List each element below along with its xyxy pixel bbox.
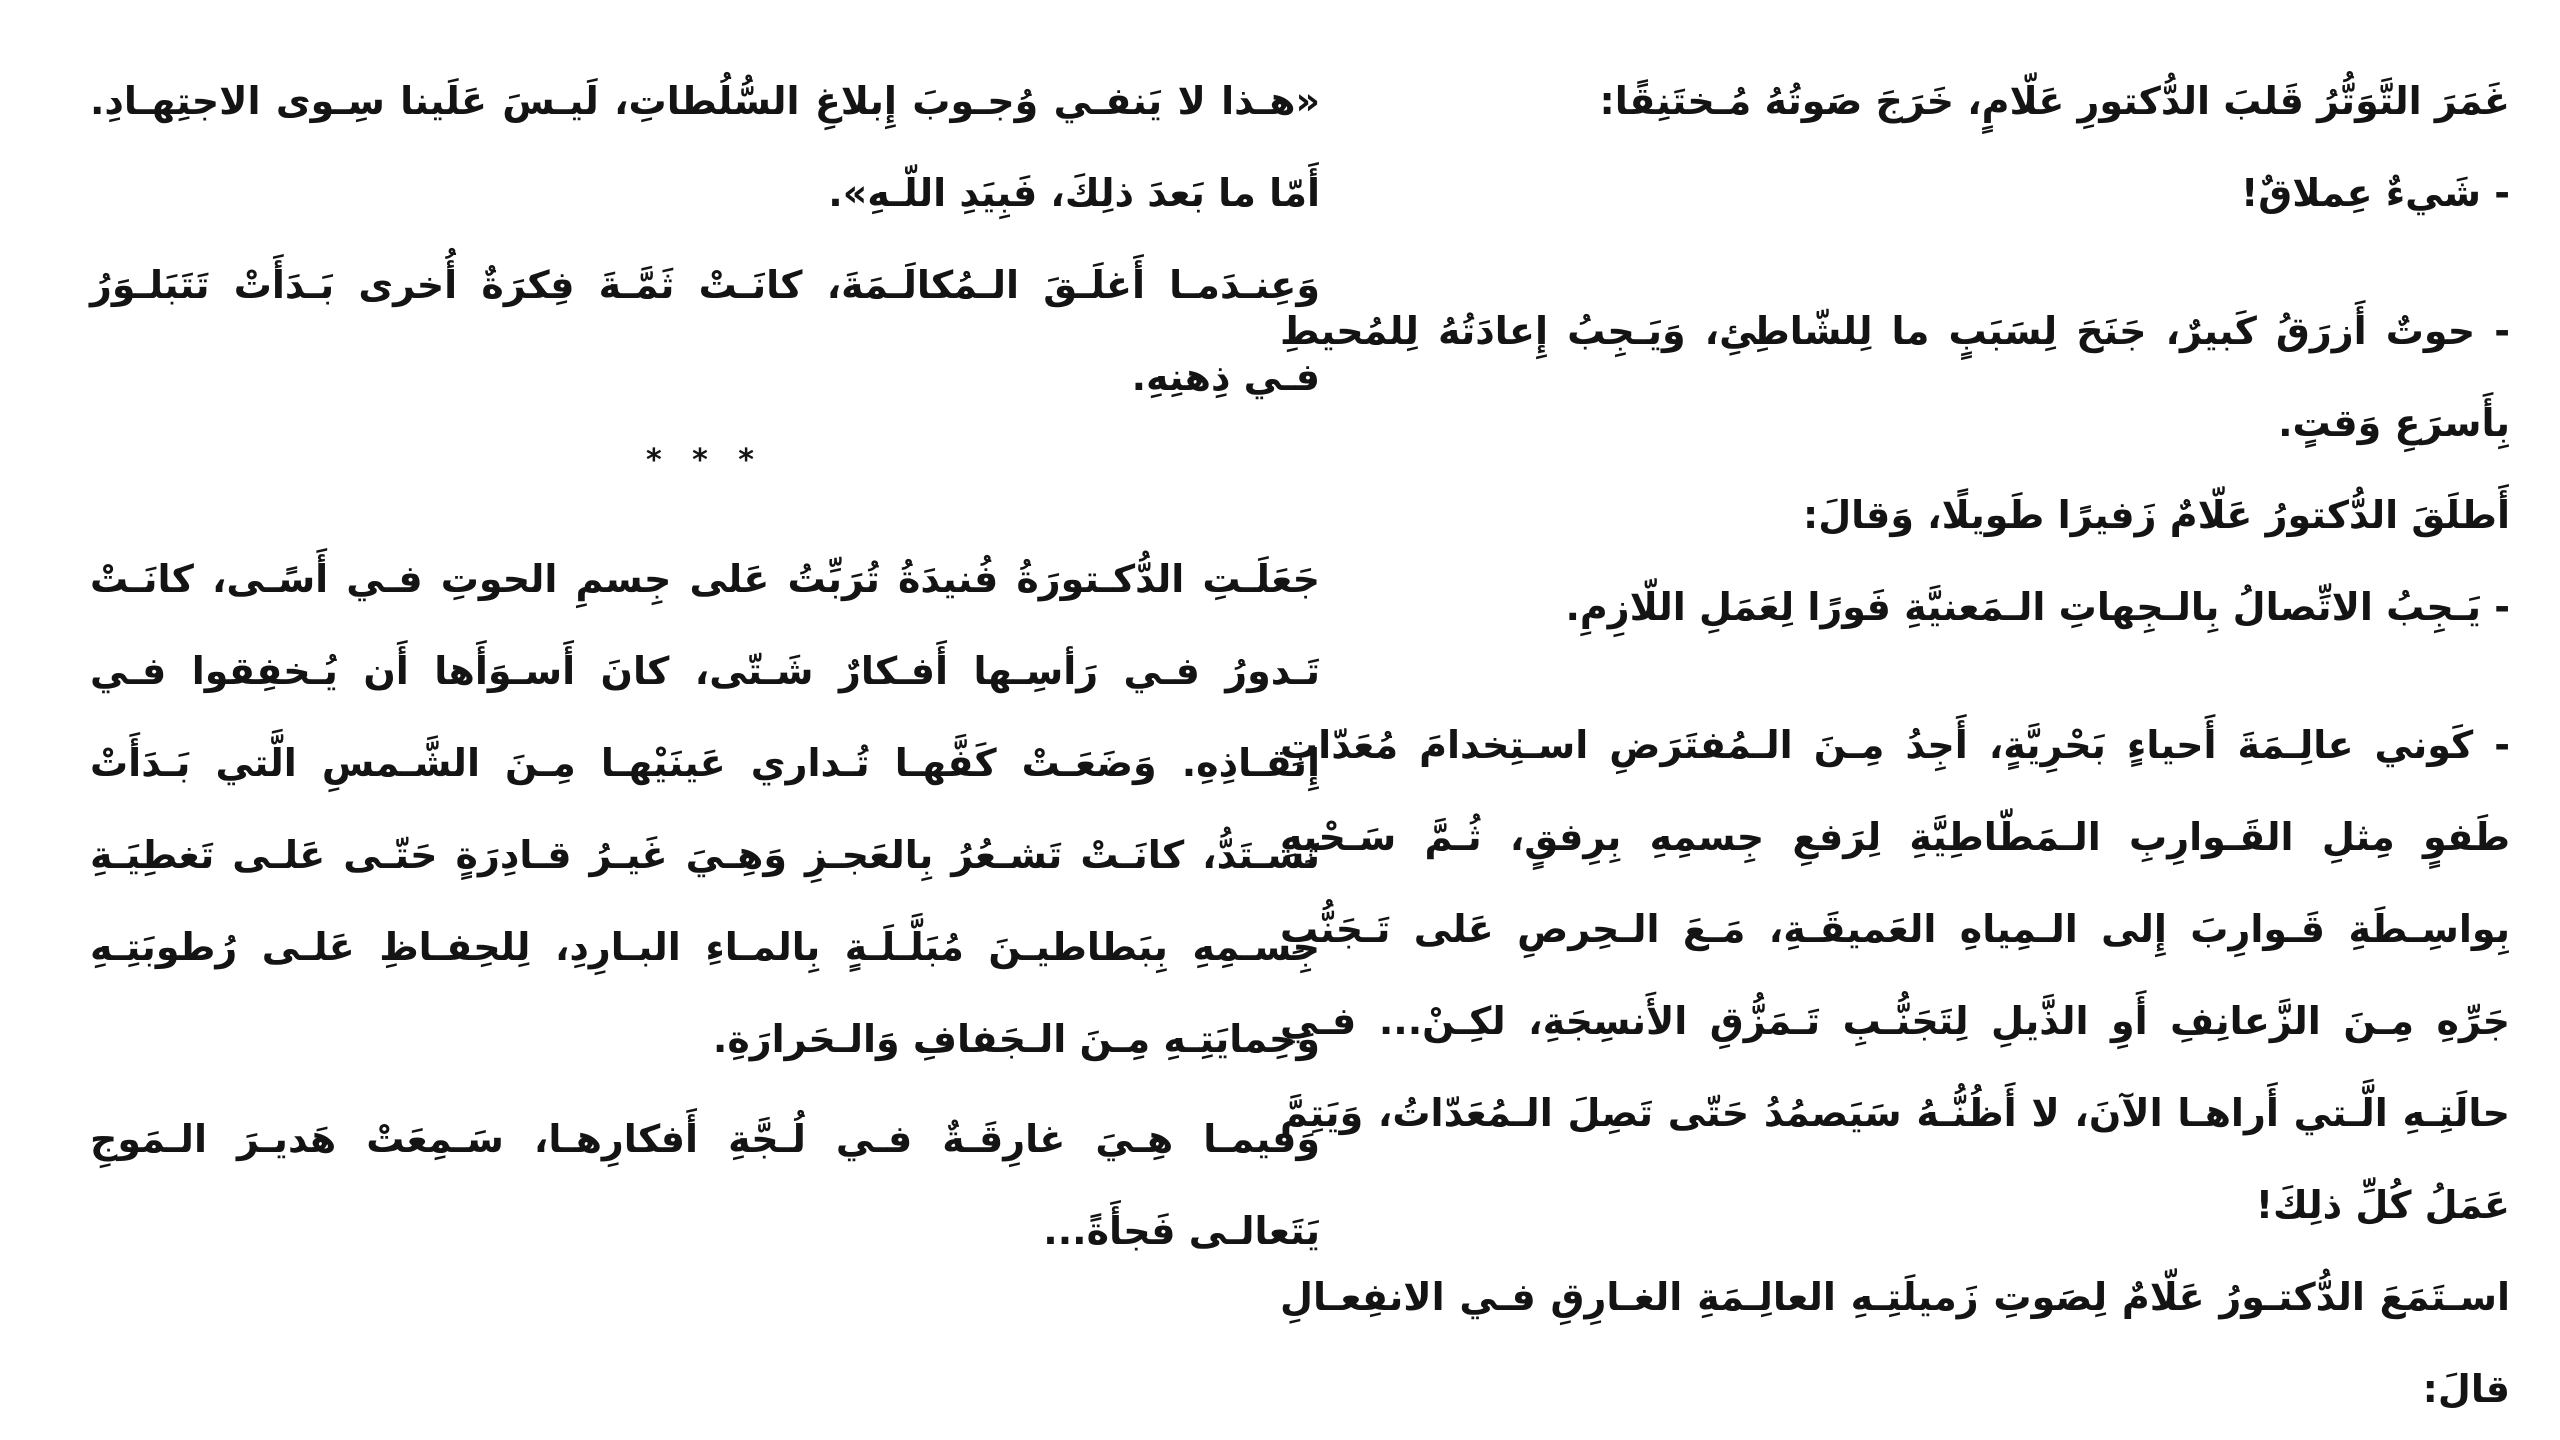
paragraph: جَعَلَـتِ الدُّكـتورَةُ فُنيدَةُ تُرَبِّتُ عَلى جِسمِ الحوتِ فـي أَسًـى، كانَـتْ تَـدورُ فـي رَأسِـها أَفـكارٌ شَـتّى، كانَ أَسـوَأَها أَن يُـخفِقوا فـي إِنقـاذِهِ. وَضَعَـتْ كَفَّهـا تُـداري عَينَيْهـا مِـنَ الشَّـمسِ الَّتي بَـدَأَتْ تَشـتَدُّ، كانَـتْ تَشـعُرُ بِالعَجـزِ وَهِـيَ غَيـرُ قـادِرَةٍ حَتّـى عَلـى تَغطِيَـةِ جِسـمِهِ بِبَطاطيـنَ مُبَلَّـلَـةٍ بِالمـاءِ البـارِدِ، لِلحِفـاظِ عَلـى رُطوبَتِـهِ وَحِمايَتِـهِ مِـنَ الـجَفافِ وَالـحَرارَةِ.: [90, 557, 1320, 1061]
paragraph: غَمَرَ التَّوَتُّرُ قَلبَ الدُّكتورِ عَلّامٍ، خَرَجَ صَوتُهُ مُـختَنِقًا:: [1599, 79, 2510, 123]
paragraph: أَطلَقَ الدُّكتورُ عَلّامٌ زَفيرًا طَويلًا، وَقالَ:: [1803, 493, 2510, 537]
paragraph: وَفيمـا هِـيَ غارِقَـةٌ فـي لُـجَّةِ أَفكارِهـا، سَـمِعَتْ هَديـرَ الـمَوجِ يَتَعالـى فَجأَةً...: [90, 1117, 1320, 1253]
section-separator: * * *: [646, 443, 764, 478]
paragraph: - كَوني عالِـمَةَ أَحياءٍ بَحْرِيَّةٍ، أَجِدُ مِـنَ الـمُفتَرَضِ اسـتِخدامَ مُعَدّاتِ طَفوٍ مِثلِ القَـوارِبِ الـمَطّاطِيَّةِ لِرَفعِ جِسمِهِ بِرِفقٍ، ثُـمَّ سَـحْبِهِ بِواسِـطَةِ قَـوارِبَ إِلى الـمِياهِ العَميقَـةِ، مَـعَ الـحِرصِ عَلى تَـجَنُّبِ جَرِّهِ مِـنَ الزَّعانِفِ أَوِ الذَّيلِ لِتَجَنُّـبِ تَـمَزُّقِ الأَنسِجَةِ، لكِـنْ... فـي حالَتِـهِ الَّـتي أَراهـا الآنَ، لا أَظُنُّـهُ سَيَصمُدُ حَتّى تَصِلَ الـمُعَدّاتُ، وَيَتِمَّ عَمَلُ كُلِّ ذلِكَ!: [1280, 723, 2510, 1227]
paragraph: وَعِنـدَمـا أَغلَـقَ الـمُكالَـمَةَ، كانَـتْ ثَمَّـةَ فِكرَةٌ أُخرى بَـدَأَتْ تَتَبَلـوَرُ فـي ذِهنِهِ.: [90, 263, 1320, 399]
paragraph: - يَـجِبُ الاتِّصالُ بِالـجِهاتِ الـمَعنيَّةِ فَورًا لِعَمَلِ اللّازِمِ.: [1565, 585, 2510, 629]
left-page: [90, 55, 1320, 1277]
right-page: [1280, 55, 2510, 1435]
paragraph: - شَيءٌ عِملاقٌ!: [2240, 171, 2510, 215]
paragraph: - حوتٌ أَزرَقُ كَبيرٌ، جَنَحَ لِسَبَبٍ ما لِلشّاطِئِ، وَيَـجِبُ إِعادَتُهُ لِلمُحيطِ بِأَسرَعِ وَقتٍ.: [1280, 309, 2510, 445]
paragraph: «هـذا لا يَنفـي وُجـوبَ إِبلاغِ السُّلُطاتِ، لَيـسَ عَلَينا سِـوى الاجتِهـادِ. أَمّا ما بَعدَ ذلِكَ، فَبِيَدِ اللّـهِ».: [90, 79, 1320, 215]
paragraph: اسـتَمَعَ الدُّكتـورُ عَلّامٌ لِصَوتِ زَميلَتِـهِ العالِـمَةِ الغـارِقِ فـي الانفِعـالِ قالَ:: [1280, 1275, 2510, 1411]
